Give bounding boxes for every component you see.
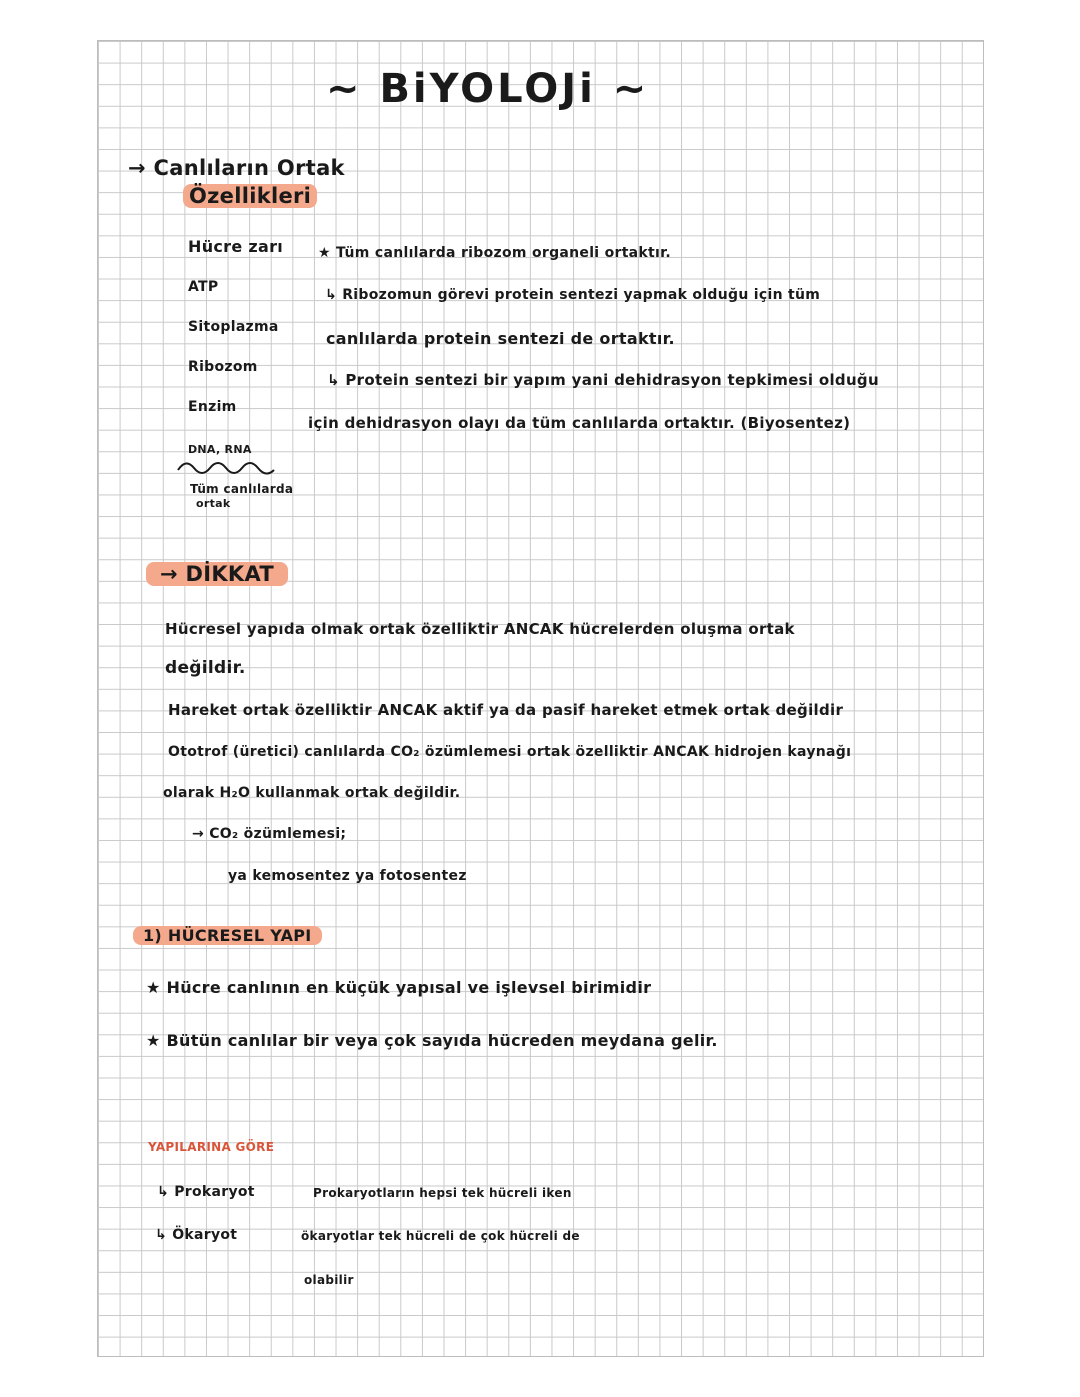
list-item: Enzim (188, 399, 237, 415)
dikkat-line: → CO₂ özümlemesi; (192, 826, 347, 842)
type-item: ↳ Prokaryot (157, 1184, 255, 1200)
list-item: Ribozom (188, 359, 258, 375)
dikkat-line: Hareket ortak özelliktir ANCAK aktif ya da pasif hareket etmek ortak değildir (168, 701, 844, 719)
list-note-line2: ortak (196, 497, 231, 510)
section2-line: ★ Hücre canlının en küçük yapısal ve işlevsel birimidir (146, 978, 652, 997)
page-title: ~ BiYOLOJi ~ (326, 66, 650, 112)
list-item: Sitoplazma (188, 319, 279, 335)
type-item: ↳ Ökaryot (155, 1227, 238, 1243)
dikkat-line: Hücresel yapıda olmak ortak özelliktir ANCAK hücrelerden oluşma ortak (165, 620, 795, 638)
dikkat-line: değildir. (165, 658, 246, 678)
wave-underline (176, 456, 286, 480)
list-item: ATP (188, 279, 219, 295)
list-item: DNA, RNA (188, 443, 252, 456)
type-note-line: ökaryotlar tek hücreli de çok hücreli de (301, 1229, 580, 1243)
section1-heading-line2: Özellikleri (183, 184, 317, 208)
section2-heading: 1) HÜCRESEL YAPI (133, 926, 322, 945)
sub-heading: YAPILARINA GÖRE (148, 1140, 275, 1154)
type-note-line: olabilir (304, 1273, 354, 1287)
note-line: ↳ Protein sentezi bir yapım yani dehidrasyon tepkimesi olduğu (327, 371, 879, 389)
type-note-line: Prokaryotların hepsi tek hücreli iken (313, 1186, 572, 1200)
dikkat-heading: → DİKKAT (146, 562, 288, 586)
note-line: ↳ Ribozomun görevi protein sentezi yapmak olduğu için tüm (325, 287, 821, 303)
dikkat-line: olarak H₂O kullanmak ortak değildir. (163, 785, 461, 801)
list-note-line1: Tüm canlılarda (190, 482, 294, 496)
section2-line: ★ Bütün canlılar bir veya çok sayıda hücreden meydana gelir. (146, 1031, 718, 1050)
note-line: canlılarda protein sentezi de ortaktır. (326, 329, 675, 348)
list-item: Hücre zarı (188, 237, 284, 256)
dikkat-line: Ototrof (üretici) canlılarda CO₂ özümlemesi ortak özelliktir ANCAK hidrojen kaynağı (168, 744, 852, 760)
note-line: ★ Tüm canlılarda ribozom organeli ortaktır. (318, 245, 671, 261)
note-line: için dehidrasyon olayı da tüm canlılarda ortaktır. (Biyosentez) (308, 414, 851, 432)
section1-heading-line1: → Canlıların Ortak (128, 156, 345, 180)
dikkat-line: ya kemosentez ya fotosentez (228, 868, 467, 884)
